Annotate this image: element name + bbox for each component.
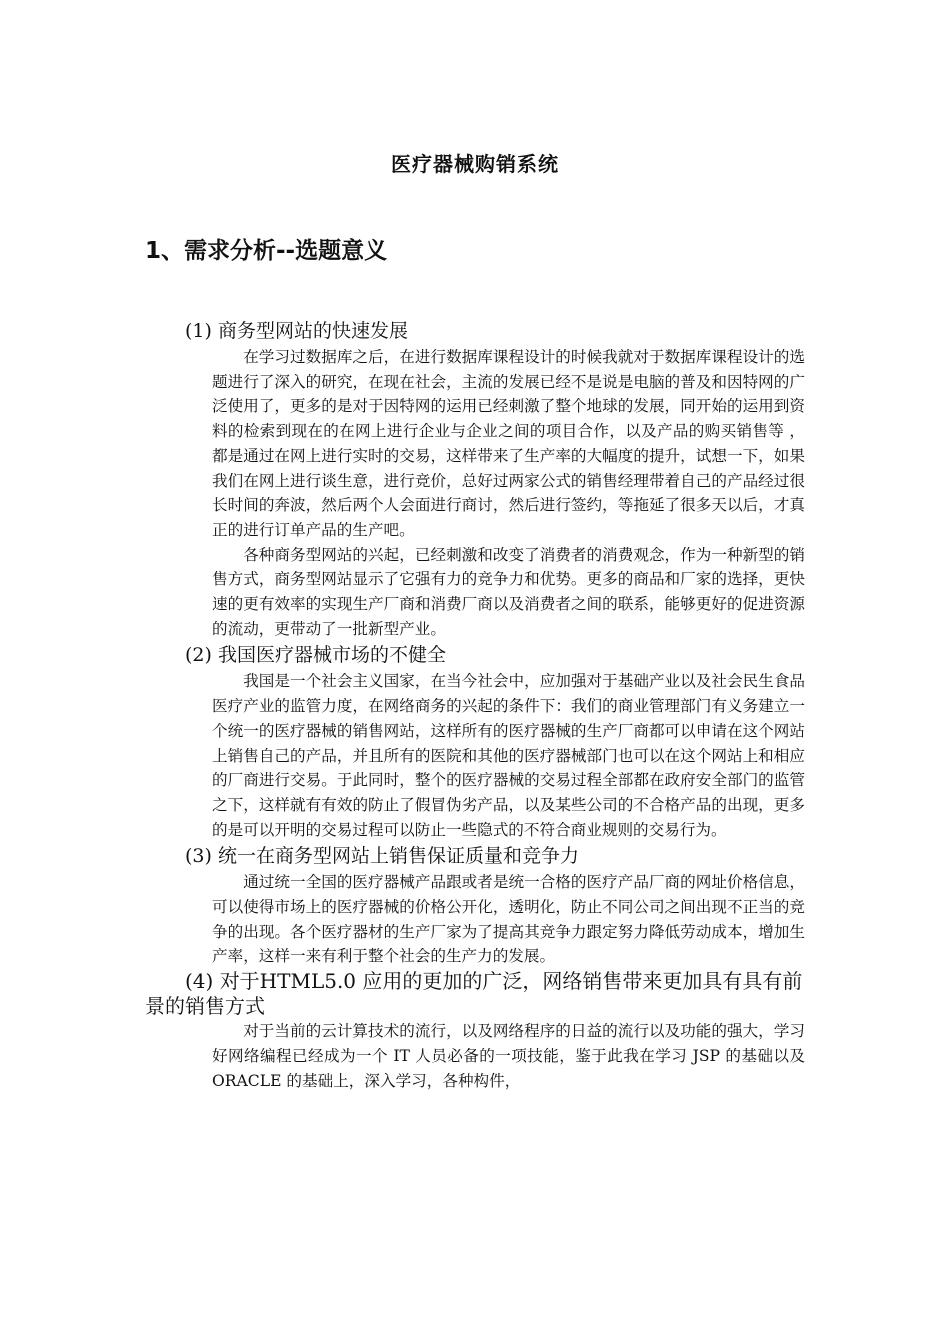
subsection-heading: (4) 对于HTML5.0 应用的更加的广泛，网络销售带来更加具有具有前景的销售方式 [145,969,803,1019]
paragraph: 我国是一个社会主义国家，在当今社会中，应加强对于基础产业以及社会民生食品医疗产业的监管力度，在网络商务的兴起的条件下：我们的商业管理部门有义务建立一个统一的医疗器械的销售网站，这样所有的医疗器械的生产厂商都可以申请在这个网站上销售自己的产品，并且所有的医院和其他的医疗器械部门也可以在这个网站上和相应的厂商进行交易。于此同时，整个的医疗器械的交易过程全部都在政府安全部门的监管之下，这样就有有效的防止了假冒伪劣产品，以及某些公司的不合格产品的出现，更多的是可以开明的交易过程可以防止一些隐式的不符合商业规则的交易行为。 [212,672,805,839]
paragraph: 各种商务型网站的兴起，已经刺激和改变了消费者的消费观念，作为一种新型的销售方式，商务型网站显示了它强有力的竞争力和优势。更多的商品和厂家的选择，更快速的更有效率的实现生产厂商和消费厂商以及消费者之间的联系，能够更好的促进资源的流动，更带动了一批新型产业。 [212,545,805,638]
subsection-3 [185,842,805,969]
paragraph: 对于当前的云计算技术的流行，以及网络程序的日益的流行以及功能的强大，学习好网络编程已经成为一个 IT 人员必备的一项技能，鉴于此我在学习 JSP 的基础以及 ORACLE 的基础上，深入学习，各种构件， [212,1022,805,1090]
subsection-heading: (2) 我国医疗器械市场的不健全 [185,644,446,667]
document-body [145,317,805,1093]
subsection-heading: (1) 商务型网站的快速发展 [185,320,408,342]
paragraph: 在学习过数据库之后，在进行数据库课程设计的时候我就对于数据库课程设计的选题进行了深入的研究，在现在社会，主流的发展已经不是说是电脑的普及和因特网的广泛使用了，更多的是对于因特网的运用已经刺激了整个地球的发展，同开始的运用到资料的检索到现在的在网上进行企业与企业之间的项目合作，以及产品的购买销售等 ，都是通过在网上进行实时的交易，这样带来了生产率的大幅度的提升，试想一下，如果我们在网上进行谈生意，进行竞价，总好过两家公式的销售经理带着自己的产品经过很长时间的奔波，然后两个人会面进行商讨，然后进行签约，等拖延了很多天以后，才真正的进行订单产品的生产吧。 [212,348,805,539]
subsection-4 [145,969,805,1093]
section-heading: 1、需求分析--选题意义 [145,238,388,264]
subsection-1 [185,317,805,641]
document-title: 医疗器械购销系统 [391,152,559,176]
paragraph: 通过统一全国的医疗器械产品跟或者是统一合格的医疗产品厂商的网址价格信息，可以使得市场上的医疗器械的价格公开化，透明化，防止不同公司之间出现不正当的竞争的出现。各个医疗器材的生产厂家为了提高其竞争力跟定努力降低劳动成本，增加生产率，这样一来有利于整个社会的生产力的发展。 [212,873,805,966]
subsection-2 [185,641,805,842]
subsection-heading: (3) 统一在商务型网站上销售保证质量和竞争力 [185,845,579,868]
